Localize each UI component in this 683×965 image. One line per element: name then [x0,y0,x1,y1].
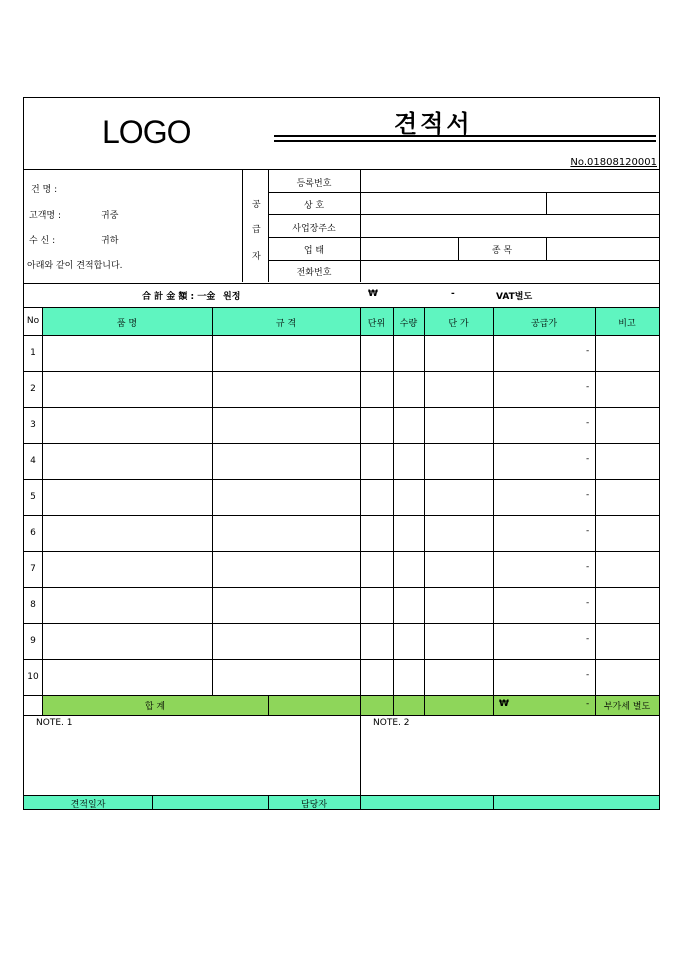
reg-number-label: 등록번호 [296,179,332,189]
total-amount-label: 合 計 金 額 : 一金 [142,292,216,302]
row-supply-price: - [586,346,590,356]
manager-label: 담당자 [300,800,328,810]
row-supply-price: - [586,382,590,392]
row-supply-price: - [586,526,590,536]
supplier-side-label-3: 자 [252,252,261,262]
note-2-label: NOTE. 2 [373,718,410,728]
sum-dash: - [586,699,590,709]
col-header-qty: 수량 [399,319,418,329]
row-supply-price: - [586,670,590,680]
business-type-label: 업 태 [303,246,325,256]
sum-won-sign: ₩ [499,699,509,709]
estimate-form [23,97,660,810]
title-underline-2 [274,140,656,142]
row-no: 2 [30,384,36,394]
total-amount-unit: 원정 [223,292,241,302]
recipient-label: 수 신 : [29,236,56,246]
col-header-item: 품 명 [116,319,138,329]
row-no: 3 [30,420,36,430]
estimate-date-label: 견적일자 [70,800,106,810]
row-supply-price: - [586,490,590,500]
document-title: 견적서 [394,110,473,138]
document-number: No.01808120001 [570,157,657,168]
logo: LOGO [102,114,191,150]
title-underline [274,135,656,137]
row-no: 9 [30,636,36,646]
supplier-side-label-1: 공 [252,200,261,210]
project-name-label: 건 명 : [31,185,58,195]
sum-vat-note: 부가세 별도 [603,702,651,712]
company-name-label: 상 호 [303,201,325,211]
total-won-sign: ₩ [368,289,378,299]
client-suffix: 귀중 [101,211,119,221]
col-header-supply-price: 공급가 [530,319,558,329]
phone-label: 전화번호 [296,268,332,278]
client-name-label: 고객명 : [29,211,61,221]
col-header-remarks: 비고 [618,319,636,329]
row-supply-price: - [586,598,590,608]
col-header-spec: 규 격 [275,319,297,329]
total-dash: - [451,289,455,299]
address-label: 사업장주소 [292,224,336,234]
row-no: 1 [30,348,36,358]
col-header-unit: 단위 [367,319,386,329]
sum-label: 합 계 [144,702,166,712]
business-item-label: 종 목 [491,246,513,256]
col-header-unit-price: 단 가 [448,319,469,329]
row-supply-price: - [586,418,590,428]
row-no: 5 [30,492,36,502]
supplier-side-label-2: 급 [252,225,261,235]
row-supply-price: - [586,562,590,572]
row-supply-price: - [586,454,590,464]
vat-excluded: VAT별도 [496,292,533,302]
row-no: 8 [30,600,36,610]
row-supply-price: - [586,634,590,644]
row-no: 6 [30,528,36,538]
col-header-no: No [26,316,40,326]
row-no: 10 [27,672,39,682]
estimate-statement: 아래와 같이 견적합니다. [27,261,123,271]
recipient-suffix: 귀하 [101,236,119,246]
row-no: 4 [30,456,36,466]
note-1-label: NOTE. 1 [36,718,73,728]
row-no: 7 [30,564,36,574]
